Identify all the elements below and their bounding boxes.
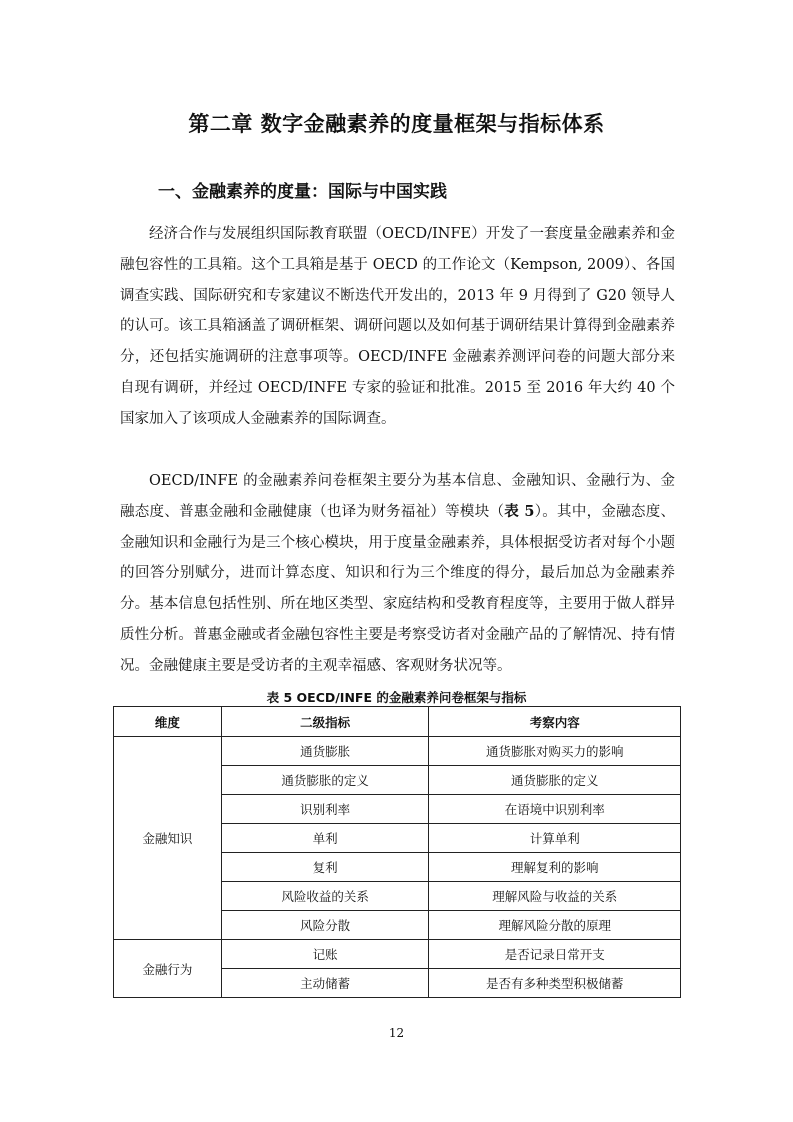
content-cell: 是否记录日常开支 — [429, 940, 681, 969]
dimension-cell: 金融知识 — [114, 737, 222, 940]
indicator-cell: 通货膨胀的定义 — [221, 766, 429, 795]
indicator-cell: 复利 — [221, 853, 429, 882]
header-dimension: 维度 — [114, 707, 222, 737]
content-cell: 理解风险分散的原理 — [429, 911, 681, 940]
table-header-row — [114, 707, 681, 737]
paragraph-framework: OECD/INFE 的金融素养问卷框架主要分为基本信息、金融知识、金融行为、金融态度、普惠金融和金融健康（也译为财务福祉）等模块（表 5）。其中，金融态度、金融知识和金融行为是三个核心模块，用于度量金融素养，具体根据受访者对每个小题的回答分别赋分，进而计算态度、知识和行为三个维度的得分，最后加总为金融素养分。基本信息包括性别、所在地区类型、家庭结构和受教育程度等，主要用于做人群异质性分析。普惠金融或者金融包容性主要是考察受访者对金融产品的了解情况、持有情况。金融健康主要是受访者的主观幸福感、客观财务状况等。 — [120, 473, 676, 674]
indicator-cell: 主动储蓄 — [221, 969, 429, 998]
section-title: 一、金融素养的度量：国际与中国实践 — [158, 182, 447, 202]
header-content: 考察内容 — [429, 707, 681, 737]
table-row — [114, 737, 681, 766]
table-reference: 表 5 — [504, 502, 535, 520]
header-indicator: 二级指标 — [221, 707, 429, 737]
content-cell: 在语境中识别利率 — [429, 795, 681, 824]
content-cell: 通货膨胀的定义 — [429, 766, 681, 795]
table-caption: 表 5 OECD/INFE 的金融素养问卷框架与指标 — [266, 690, 527, 705]
content-cell: 是否有多种类型积极储蓄 — [429, 969, 681, 998]
content-cell: 理解风险与收益的关系 — [429, 882, 681, 911]
content-cell: 理解复利的影响 — [429, 853, 681, 882]
paragraph-oecd-toolkit: 经济合作与发展组织国际教育联盟（OECD/INFE）开发了一套度量金融素养和金融包容性的工具箱。这个工具箱是基于 OECD 的工作论文（Kempson, 2009）、各国调查实践、国际研究和专家建议不断迭代开发出的，2013 年 9 月得到了 G20 领导人的认可。该工具箱涵盖了调研框架、调研问题以及如何基于调研结果计算得到金融素养分，还包括实施调研的注意事项等。OECD/INFE 金融素养测评问卷的问题大部分来自现有调研，并经过 OECD/INFE 专家的验证和批准。2015 至 2016 年大约 40 个国家加入了该项成人金融素养的国际调查。 — [120, 226, 675, 427]
chapter-title: 第二章 数字金融素养的度量框架与指标体系 — [188, 112, 605, 136]
indicator-cell: 风险分散 — [221, 911, 429, 940]
indicator-cell: 记账 — [221, 940, 429, 969]
indicator-cell: 通货膨胀 — [221, 737, 429, 766]
indicator-cell: 风险收益的关系 — [221, 882, 429, 911]
content-cell: 计算单利 — [429, 824, 681, 853]
page-number: 12 — [388, 1026, 405, 1040]
table-row — [114, 940, 681, 969]
dimension-cell: 金融行为 — [114, 940, 222, 998]
indicator-cell: 单利 — [221, 824, 429, 853]
content-cell: 通货膨胀对购买力的影响 — [429, 737, 681, 766]
indicator-cell: 识别利率 — [221, 795, 429, 824]
indicator-table — [113, 706, 681, 998]
